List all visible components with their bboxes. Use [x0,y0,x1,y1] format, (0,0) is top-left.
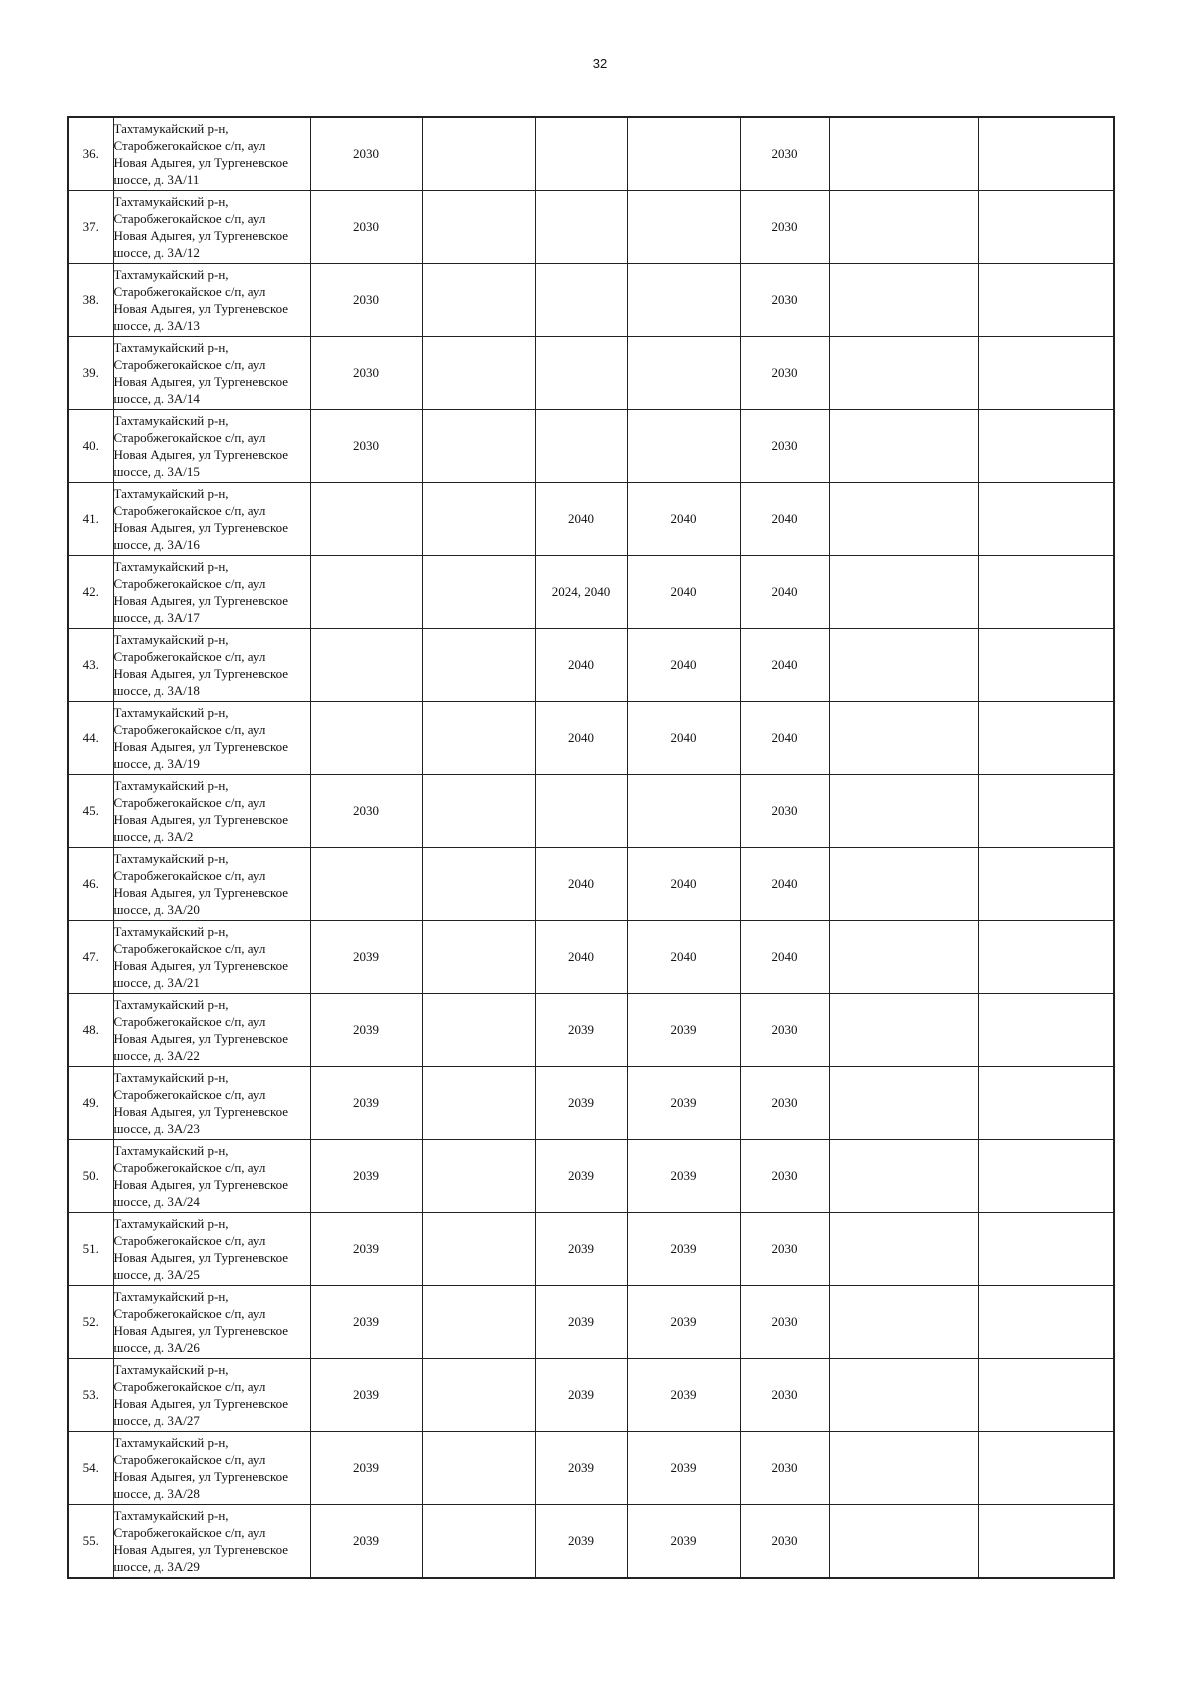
address-line: шоссе, д. 3А/18 [113,683,200,698]
value-cell-c5: 2030 [740,117,829,191]
value-cell-c2 [422,1067,535,1140]
address-cell [113,848,310,921]
address-cell [113,1432,310,1505]
value-cell-c6 [829,556,978,629]
address-line: Старобжегокайское с/п, аул [113,722,266,737]
value-cell-c1: 2039 [310,1213,422,1286]
address-line: Тахтамукайский р-н, [113,778,229,793]
address-line: Старобжегокайское с/п, аул [113,1525,266,1540]
address-line: Старобжегокайское с/п, аул [113,795,266,810]
value-cell-c2 [422,556,535,629]
value-cell-c4: 2040 [627,629,740,702]
value-cell-c4: 2040 [627,483,740,556]
value-cell-c3: 2024, 2040 [535,556,627,629]
value-cell-c7 [978,483,1114,556]
value-cell-c7 [978,1359,1114,1432]
value-cell-c3: 2039 [535,1432,627,1505]
value-cell-c1: 2039 [310,1140,422,1213]
address-cell [113,264,310,337]
value-cell-c3: 2039 [535,1286,627,1359]
value-cell-c1: 2030 [310,337,422,410]
value-cell-c6 [829,1359,978,1432]
value-cell-c6 [829,1286,978,1359]
address-cell [113,921,310,994]
value-cell-c1: 2030 [310,117,422,191]
value-cell-c3: 2040 [535,629,627,702]
value-cell-c7 [978,1067,1114,1140]
address-line: Тахтамукайский р-н, [113,121,229,136]
address-cell [113,994,310,1067]
row-number: 39. [68,337,113,410]
value-cell-c2 [422,264,535,337]
address-line: шоссе, д. 3А/27 [113,1413,200,1428]
value-cell-c4: 2039 [627,1432,740,1505]
value-cell-c6 [829,337,978,410]
address-cell [113,117,310,191]
row-number: 54. [68,1432,113,1505]
value-cell-c6 [829,1067,978,1140]
value-cell-c6 [829,264,978,337]
address-line: Старобжегокайское с/п, аул [113,941,266,956]
address-line: Новая Адыгея, ул Тургеневское [113,1396,289,1411]
address-line: шоссе, д. 3А/28 [113,1486,200,1501]
value-cell-c6 [829,629,978,702]
value-cell-c2 [422,1286,535,1359]
value-cell-c2 [422,848,535,921]
row-number: 38. [68,264,113,337]
value-cell-c1: 2039 [310,1505,422,1579]
row-number: 53. [68,1359,113,1432]
value-cell-c3: 2039 [535,1213,627,1286]
table-row [68,337,1114,410]
address-line: Новая Адыгея, ул Тургеневское [113,812,289,827]
table-row [68,848,1114,921]
value-cell-c2 [422,410,535,483]
address-line: шоссе, д. 3А/13 [113,318,200,333]
value-cell-c7 [978,921,1114,994]
address-line: Новая Адыгея, ул Тургеневское [113,1031,289,1046]
value-cell-c4: 2039 [627,1359,740,1432]
value-cell-c5: 2030 [740,1286,829,1359]
row-number: 36. [68,117,113,191]
value-cell-c4 [627,191,740,264]
value-cell-c6 [829,191,978,264]
value-cell-c7 [978,775,1114,848]
value-cell-c3: 2039 [535,1067,627,1140]
value-cell-c4: 2039 [627,1213,740,1286]
value-cell-c2 [422,191,535,264]
address-line: Тахтамукайский р-н, [113,632,229,647]
address-line: Тахтамукайский р-н, [113,1070,229,1085]
value-cell-c4: 2039 [627,1140,740,1213]
value-cell-c1: 2039 [310,1286,422,1359]
value-cell-c7 [978,264,1114,337]
address-line: Новая Адыгея, ул Тургеневское [113,155,289,170]
table-row [68,191,1114,264]
row-number: 50. [68,1140,113,1213]
row-number: 43. [68,629,113,702]
address-cell [113,191,310,264]
address-cell [113,556,310,629]
value-cell-c1: 2030 [310,191,422,264]
value-cell-c2 [422,1505,535,1579]
value-cell-c4: 2040 [627,556,740,629]
value-cell-c5: 2030 [740,1505,829,1579]
address-line: Старобжегокайское с/п, аул [113,138,266,153]
value-cell-c4 [627,264,740,337]
row-number: 37. [68,191,113,264]
address-line: Тахтамукайский р-н, [113,267,229,282]
address-line: Старобжегокайское с/п, аул [113,1379,266,1394]
value-cell-c4: 2039 [627,1286,740,1359]
address-line: шоссе, д. 3А/29 [113,1559,200,1574]
address-line: шоссе, д. 3А/17 [113,610,200,625]
address-line: Тахтамукайский р-н, [113,1216,229,1231]
value-cell-c6 [829,483,978,556]
address-line: Новая Адыгея, ул Тургеневское [113,447,289,462]
address-cell [113,1505,310,1579]
value-cell-c3 [535,117,627,191]
address-line: Новая Адыгея, ул Тургеневское [113,1250,289,1265]
value-cell-c2 [422,337,535,410]
value-cell-c3: 2040 [535,483,627,556]
value-cell-c5: 2030 [740,264,829,337]
value-cell-c1 [310,483,422,556]
value-cell-c3 [535,264,627,337]
value-cell-c1 [310,702,422,775]
value-cell-c7 [978,1140,1114,1213]
value-cell-c3: 2040 [535,921,627,994]
value-cell-c2 [422,921,535,994]
address-line: шоссе, д. 3А/16 [113,537,200,552]
address-line: шоссе, д. 3А/22 [113,1048,200,1063]
address-line: Новая Адыгея, ул Тургеневское [113,1104,289,1119]
row-number: 42. [68,556,113,629]
address-line: шоссе, д. 3А/11 [113,172,200,187]
address-cell [113,337,310,410]
value-cell-c7 [978,848,1114,921]
value-cell-c7 [978,1213,1114,1286]
address-line: Старобжегокайское с/п, аул [113,503,266,518]
table-row [68,702,1114,775]
table-row [68,264,1114,337]
value-cell-c3: 2039 [535,1140,627,1213]
row-number: 45. [68,775,113,848]
value-cell-c3 [535,337,627,410]
value-cell-c7 [978,702,1114,775]
address-line: Старобжегокайское с/п, аул [113,1452,266,1467]
value-cell-c5: 2030 [740,1140,829,1213]
value-cell-c3: 2040 [535,848,627,921]
value-cell-c5: 2030 [740,775,829,848]
address-line: Старобжегокайское с/п, аул [113,1087,266,1102]
address-line: Новая Адыгея, ул Тургеневское [113,1323,289,1338]
row-number: 52. [68,1286,113,1359]
value-cell-c2 [422,702,535,775]
value-cell-c2 [422,775,535,848]
value-cell-c5: 2040 [740,483,829,556]
address-cell [113,629,310,702]
address-line: Тахтамукайский р-н, [113,340,229,355]
address-cell [113,1359,310,1432]
address-line: Новая Адыгея, ул Тургеневское [113,1542,289,1557]
value-cell-c4: 2039 [627,994,740,1067]
address-line: Старобжегокайское с/п, аул [113,868,266,883]
table-body [68,117,1114,1578]
value-cell-c5: 2030 [740,1067,829,1140]
row-number: 41. [68,483,113,556]
value-cell-c4 [627,410,740,483]
value-cell-c5: 2040 [740,921,829,994]
value-cell-c4: 2040 [627,921,740,994]
value-cell-c5: 2030 [740,1213,829,1286]
table-row [68,1359,1114,1432]
value-cell-c3 [535,775,627,848]
value-cell-c7 [978,337,1114,410]
value-cell-c6 [829,1213,978,1286]
table-row [68,410,1114,483]
value-cell-c6 [829,1140,978,1213]
table-row [68,994,1114,1067]
value-cell-c6 [829,1505,978,1579]
table-row [68,1505,1114,1579]
value-cell-c1: 2030 [310,410,422,483]
address-line: Старобжегокайское с/п, аул [113,1160,266,1175]
value-cell-c7 [978,1432,1114,1505]
value-cell-c4 [627,775,740,848]
value-cell-c2 [422,117,535,191]
address-line: Новая Адыгея, ул Тургеневское [113,958,289,973]
address-line: шоссе, д. 3А/14 [113,391,200,406]
value-cell-c3: 2039 [535,994,627,1067]
table-row [68,1432,1114,1505]
address-cell [113,483,310,556]
address-line: шоссе, д. 3А/12 [113,245,200,260]
value-cell-c5: 2030 [740,337,829,410]
address-line: шоссе, д. 3А/24 [113,1194,200,1209]
address-line: Тахтамукайский р-н, [113,1435,229,1450]
address-line: шоссе, д. 3А/21 [113,975,200,990]
value-cell-c7 [978,994,1114,1067]
value-cell-c6 [829,848,978,921]
row-number: 49. [68,1067,113,1140]
value-cell-c7 [978,117,1114,191]
address-line: Старобжегокайское с/п, аул [113,357,266,372]
address-line: шоссе, д. 3А/25 [113,1267,200,1282]
value-cell-c3: 2040 [535,702,627,775]
data-table [67,116,1115,1579]
value-cell-c3 [535,191,627,264]
address-line: Тахтамукайский р-н, [113,559,229,574]
address-line: Тахтамукайский р-н, [113,1289,229,1304]
table-row [68,775,1114,848]
address-line: Старобжегокайское с/п, аул [113,649,266,664]
value-cell-c6 [829,117,978,191]
value-cell-c5: 2040 [740,556,829,629]
value-cell-c5: 2030 [740,1432,829,1505]
value-cell-c7 [978,1286,1114,1359]
value-cell-c2 [422,1432,535,1505]
value-cell-c5: 2040 [740,702,829,775]
address-line: Новая Адыгея, ул Тургеневское [113,666,289,681]
address-cell [113,775,310,848]
address-line: шоссе, д. 3А/23 [113,1121,200,1136]
value-cell-c2 [422,1359,535,1432]
value-cell-c2 [422,629,535,702]
value-cell-c4: 2039 [627,1505,740,1579]
address-line: Тахтамукайский р-н, [113,705,229,720]
value-cell-c1: 2039 [310,1432,422,1505]
address-line: Новая Адыгея, ул Тургеневское [113,228,289,243]
address-line: шоссе, д. 3А/20 [113,902,200,917]
value-cell-c6 [829,921,978,994]
value-cell-c5: 2030 [740,410,829,483]
value-cell-c3 [535,410,627,483]
value-cell-c5: 2030 [740,191,829,264]
value-cell-c5: 2040 [740,629,829,702]
address-line: Старобжегокайское с/п, аул [113,576,266,591]
value-cell-c2 [422,1140,535,1213]
value-cell-c1: 2039 [310,1067,422,1140]
value-cell-c4: 2040 [627,848,740,921]
address-line: Тахтамукайский р-н, [113,997,229,1012]
row-number: 48. [68,994,113,1067]
value-cell-c1: 2030 [310,264,422,337]
address-line: Старобжегокайское с/п, аул [113,1014,266,1029]
address-line: Новая Адыгея, ул Тургеневское [113,885,289,900]
address-line: Тахтамукайский р-н, [113,194,229,209]
table-row [68,1213,1114,1286]
value-cell-c6 [829,775,978,848]
table-row [68,117,1114,191]
value-cell-c4 [627,337,740,410]
value-cell-c4: 2040 [627,702,740,775]
address-line: Тахтамукайский р-н, [113,1508,229,1523]
value-cell-c4: 2039 [627,1067,740,1140]
address-line: Старобжегокайское с/п, аул [113,1306,266,1321]
address-line: Тахтамукайский р-н, [113,924,229,939]
address-cell [113,410,310,483]
address-line: Новая Адыгея, ул Тургеневское [113,1469,289,1484]
value-cell-c1: 2039 [310,1359,422,1432]
address-cell [113,702,310,775]
address-line: Старобжегокайское с/п, аул [113,1233,266,1248]
address-line: Новая Адыгея, ул Тургеневское [113,520,289,535]
value-cell-c6 [829,702,978,775]
value-cell-c1: 2030 [310,775,422,848]
address-line: Старобжегокайское с/п, аул [113,211,266,226]
row-number: 51. [68,1213,113,1286]
value-cell-c5: 2030 [740,994,829,1067]
value-cell-c1 [310,556,422,629]
value-cell-c1 [310,848,422,921]
address-line: Тахтамукайский р-н, [113,1143,229,1158]
address-cell [113,1213,310,1286]
address-line: шоссе, д. 3А/26 [113,1340,200,1355]
value-cell-c6 [829,1432,978,1505]
address-line: Тахтамукайский р-н, [113,413,229,428]
address-cell [113,1067,310,1140]
value-cell-c3: 2039 [535,1505,627,1579]
row-number: 55. [68,1505,113,1579]
value-cell-c2 [422,1213,535,1286]
address-line: Старобжегокайское с/п, аул [113,430,266,445]
table-row [68,629,1114,702]
address-line: шоссе, д. 3А/15 [113,464,200,479]
value-cell-c4 [627,117,740,191]
row-number: 46. [68,848,113,921]
value-cell-c2 [422,483,535,556]
value-cell-c5: 2040 [740,848,829,921]
address-line: Тахтамукайский р-н, [113,851,229,866]
address-line: Новая Адыгея, ул Тургеневское [113,301,289,316]
address-line: Старобжегокайское с/п, аул [113,284,266,299]
address-line: Новая Адыгея, ул Тургеневское [113,1177,289,1192]
address-line: Новая Адыгея, ул Тургеневское [113,739,289,754]
value-cell-c1 [310,629,422,702]
table-row [68,1286,1114,1359]
address-cell [113,1286,310,1359]
page-number: 32 [592,56,608,71]
address-line: Тахтамукайский р-н, [113,1362,229,1377]
table-row [68,483,1114,556]
value-cell-c1: 2039 [310,921,422,994]
row-number: 47. [68,921,113,994]
address-line: шоссе, д. 3А/2 [113,829,194,844]
value-cell-c7 [978,1505,1114,1579]
address-cell [113,1140,310,1213]
value-cell-c7 [978,191,1114,264]
value-cell-c1: 2039 [310,994,422,1067]
address-line: Новая Адыгея, ул Тургеневское [113,593,289,608]
address-line: Новая Адыгея, ул Тургеневское [113,374,289,389]
value-cell-c7 [978,629,1114,702]
address-line: шоссе, д. 3А/19 [113,756,200,771]
row-number: 44. [68,702,113,775]
value-cell-c2 [422,994,535,1067]
value-cell-c7 [978,410,1114,483]
value-cell-c6 [829,994,978,1067]
table-row [68,921,1114,994]
table-row [68,1140,1114,1213]
table-row [68,1067,1114,1140]
value-cell-c5: 2030 [740,1359,829,1432]
address-line: Тахтамукайский р-н, [113,486,229,501]
value-cell-c3: 2039 [535,1359,627,1432]
table-row [68,556,1114,629]
row-number: 40. [68,410,113,483]
value-cell-c6 [829,410,978,483]
value-cell-c7 [978,556,1114,629]
